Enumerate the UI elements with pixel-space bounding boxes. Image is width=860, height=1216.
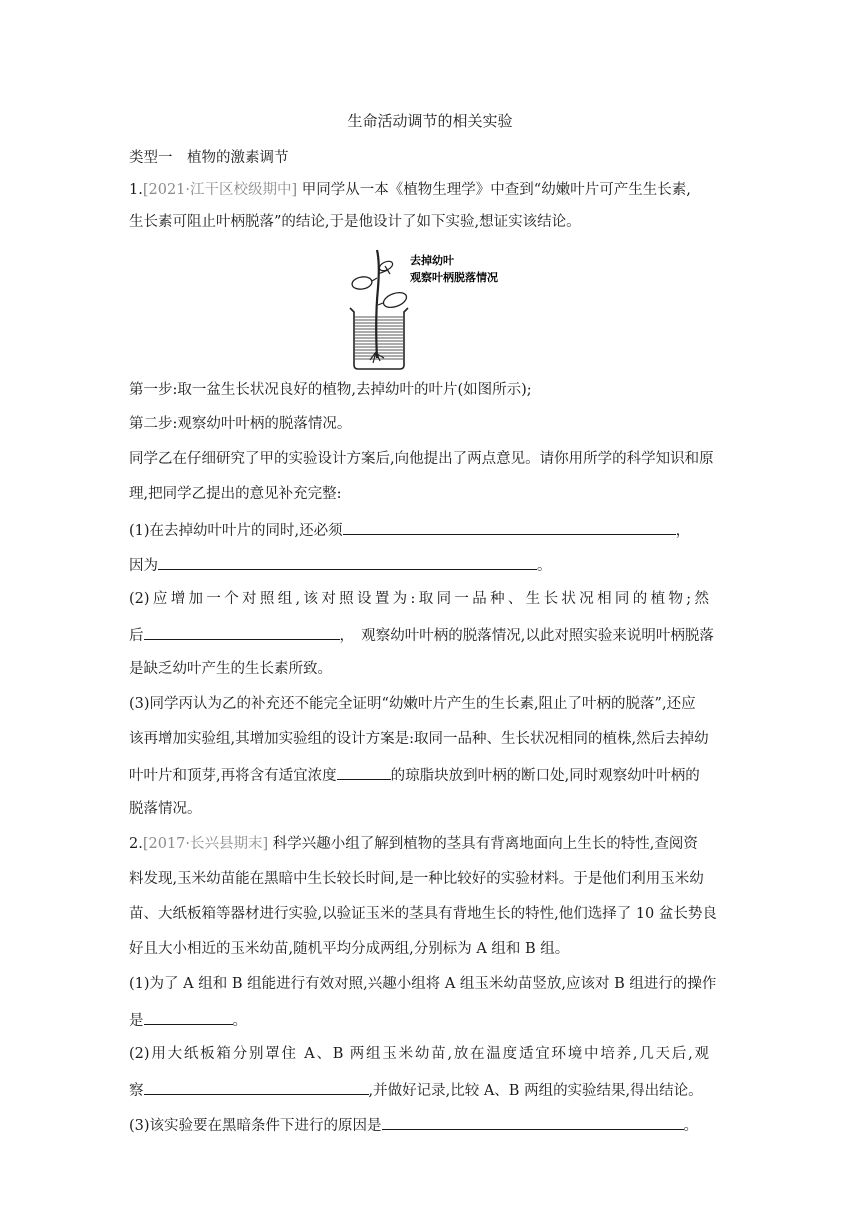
- q1-intro-line2: 理,把同学乙提出的意见补充完整:: [129, 486, 342, 502]
- q1-step2: 第二步:观察幼叶叶柄的脱落情况。: [129, 416, 352, 432]
- q2-stem-text1: 科学兴趣小组了解到植物的茎具有背离地面向上生长的特性,查阅资: [268, 836, 698, 852]
- answer-blank-q1-1b[interactable]: [158, 554, 537, 570]
- figure-label-observe: 观察叶柄脱落情况: [410, 272, 498, 284]
- answer-blank-q1-1a[interactable]: [343, 519, 676, 535]
- q1-part3-text: 叶叶片和顶芽,再将含有适宜浓度: [129, 768, 337, 784]
- section-heading: 类型一 植物的激素调节: [129, 150, 289, 166]
- q2-stem-line2: 料发现,玉米幼苗能在黑暗中生长较长时间,是一种比较好的实验材料。于是他们利用玉米幼: [129, 871, 704, 887]
- punct: 。: [683, 1118, 699, 1134]
- q1-intro-line1: 同学乙在仔细研究了甲的实验设计方案后,向他提出了两点意见。请你用所学的科学知识和原: [129, 451, 714, 467]
- q1-part1-line1: [129, 519, 690, 541]
- q1-part3-line4: 脱落情况。: [129, 801, 202, 817]
- answer-blank-q2-1[interactable]: [144, 1009, 233, 1025]
- q2-part1-line1: (1)为了 A 组和 B 组能进行有效对照,兴趣小组将 A 组玉米幼苗竖放,应该对 B 组进行的操作: [129, 976, 717, 992]
- q1-part1-because: 因为: [129, 558, 158, 574]
- q2-part2-line2: [129, 1079, 703, 1101]
- punct: 。: [232, 1013, 247, 1029]
- q2-stem-line1: [129, 834, 698, 854]
- q2-source: [2017·长兴县期末]: [142, 836, 269, 852]
- leaf-left-icon: [351, 275, 373, 290]
- q1-part1-line2: [129, 554, 552, 576]
- q1-part3-line1: (3)同学丙认为乙的补充还不能完全证明“幼嫩叶片产生的生长素,阻止了叶柄的脱落”,还应: [129, 696, 696, 712]
- q2-stem-line3: 苗、大纸板箱等器材进行实验,以验证玉米的茎具有背地生长的特性,他们选择了 10 盆长势良: [129, 906, 717, 922]
- q1-part3-line3: [129, 764, 700, 786]
- leaf-right-icon: [382, 290, 409, 310]
- q2-part1-line2: [129, 1009, 247, 1031]
- q1-part2-rest: ， 观察幼叶叶柄的脱落情况,以此对照实验来说明叶柄脱落: [339, 628, 714, 644]
- punct: 。: [537, 558, 552, 574]
- answer-blank-q2-3[interactable]: [382, 1114, 684, 1130]
- q2-part1-is: 是: [129, 1013, 144, 1029]
- q1-part2-line2: [129, 624, 714, 646]
- q2-part2-rest: ,并做好记录,比较 A、B 两组的实验结果,得出结论。: [368, 1083, 703, 1099]
- q1-part3-rest: 的琼脂块放到叶柄的断口处,同时观察幼叶叶柄的: [390, 768, 700, 784]
- q2-part2-line1: (2)用大纸板箱分别罩住 A、B 两组玉米幼苗,放在温度适宜环境中培养,几天后,观: [129, 1046, 709, 1062]
- q2-part3-text: (3)该实验要在黑暗条件下进行的原因是: [129, 1118, 382, 1134]
- page-title: 生命活动调节的相关实验: [347, 112, 513, 130]
- q1-number: 1.: [129, 182, 143, 198]
- q1-part3-line2: 该再增加实验组,其增加实验组的设计方案是:取同一品种、生长状况相同的植株,然后去掉幼: [129, 731, 709, 747]
- q1-part2-line3: 是缺乏幼叶产生的生长素所致。: [129, 661, 332, 677]
- answer-blank-q1-2[interactable]: [144, 624, 340, 640]
- water-lines: [355, 317, 403, 359]
- q2-stem-line4: 好且大小相近的玉米幼苗,随机平均分成两组,分别标为 A 组和 B 组。: [129, 941, 570, 957]
- q1-source: [2021·江干区校级期中]: [142, 182, 298, 198]
- q1-step1: 第一步:取一盆生长状况良好的植物,去掉幼叶的叶片(如图所示);: [129, 382, 532, 398]
- plant-beaker-figure: [344, 248, 524, 372]
- q1-stem-line2: 生长素可阻止叶柄脱落”的结论,于是他设计了如下实验,想证实该结论。: [129, 214, 581, 230]
- q1-part2-then: 后: [129, 628, 144, 644]
- q1-stem-text1: 甲同学从一本《植物生理学》中查到“幼嫩叶片可产生生长素,: [297, 182, 691, 198]
- q1-part2-line1: (2)应增加一个对照组,该对照设置为:取同一品种、生长状况相同的植物;然: [129, 591, 709, 607]
- plant-stem-icon: [376, 250, 379, 358]
- punct: ，: [675, 523, 691, 539]
- q1-stem-line1: [129, 180, 691, 200]
- q2-part3-line1: [129, 1114, 698, 1136]
- answer-blank-q1-3[interactable]: [337, 764, 391, 780]
- figure-label-remove: 去掉幼叶: [410, 255, 454, 267]
- q2-part2-observe: 察: [129, 1083, 144, 1099]
- answer-blank-q2-2[interactable]: [144, 1079, 369, 1095]
- q2-number: 2.: [129, 836, 143, 852]
- q1-part1-text: (1)在去掉幼叶叶片的同时,还必须: [129, 523, 343, 539]
